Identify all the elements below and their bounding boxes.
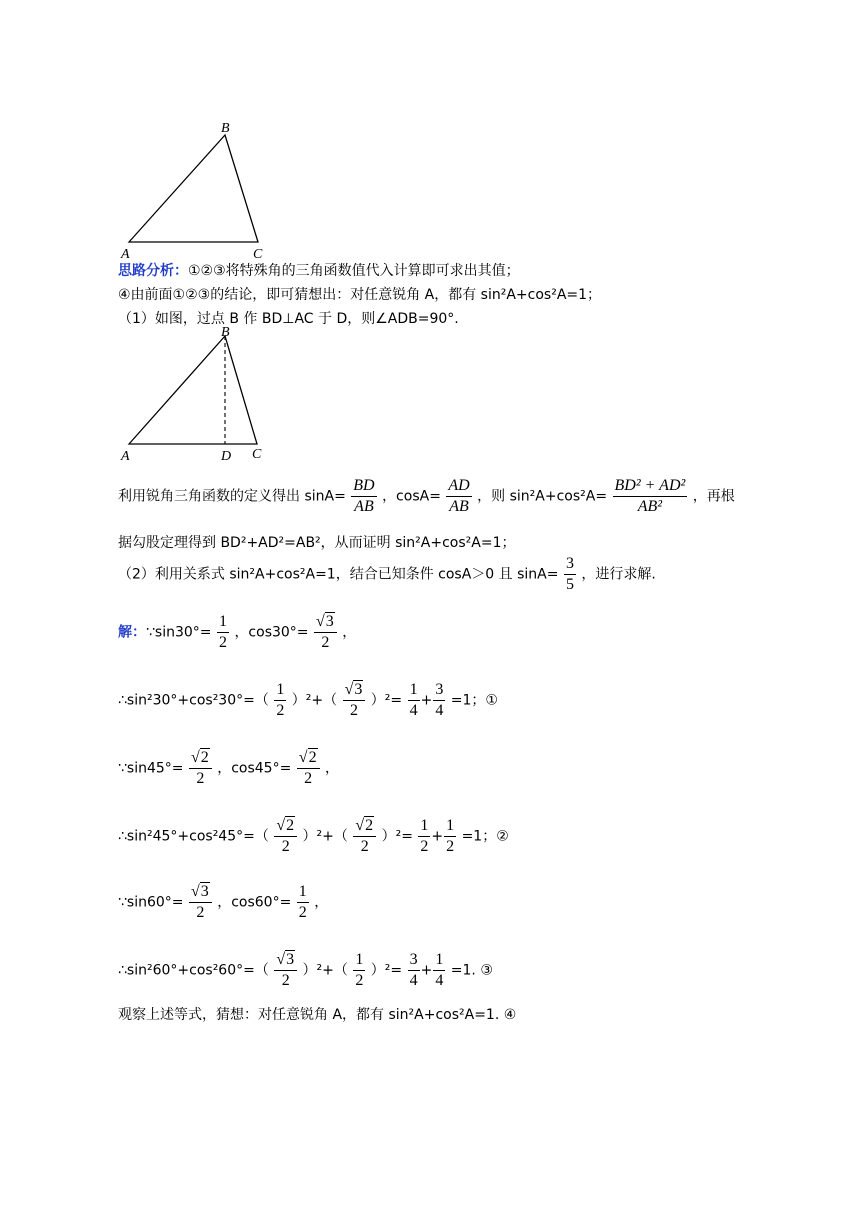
fraction: $\frac{1}{2}$ — [276, 681, 285, 719]
solution-row-4 — [118, 816, 509, 857]
fraction-sqrt: $\frac{√2}{2}$ — [297, 748, 320, 789]
fraction: $\frac{1}{2}$ — [218, 613, 227, 651]
fraction-sqrt: $\frac{√3}{2}$ — [343, 680, 366, 721]
solution-row-1 — [118, 612, 356, 653]
fraction-sqrt: $\frac{√2}{2}$ — [353, 816, 376, 857]
part-2-line — [118, 554, 656, 595]
fraction: $\frac{1}{2}$ — [298, 883, 307, 921]
point-d-label: D — [221, 449, 232, 464]
solution-row-3 — [118, 748, 339, 789]
text: sin30°= — [154, 624, 212, 641]
conclusion-line: 观察上述等式，猜想：对任意锐角 A，都有 sin²A+cos²A=1. ④ — [118, 1007, 517, 1023]
triangle-abc-with-altitude — [129, 336, 257, 444]
text: sin60°= — [126, 894, 184, 911]
text: sin²45°+cos²45°=（ — [126, 828, 269, 845]
fraction: $\frac{1}{4}$ — [409, 681, 418, 719]
text: ）²= — [381, 828, 413, 845]
text: ， — [314, 894, 329, 911]
plus: + — [431, 828, 444, 845]
analysis-label: 思路分析： — [118, 263, 188, 279]
text: sin45°= — [126, 760, 184, 777]
plus: + — [420, 692, 433, 709]
analysis-line-3: （1）如图，过点 B 作 BD⊥AC 于 D，则∠ADB=90°. — [118, 311, 459, 327]
text: ， — [342, 624, 357, 641]
fraction-3-5: $\frac{3}{5}$ — [565, 555, 574, 593]
text: =1；① — [450, 692, 498, 709]
text: ，cosA= — [382, 488, 441, 505]
text: ，cos30°= — [234, 624, 309, 641]
text: ）²+（ — [302, 962, 348, 979]
fraction: $\frac{1}{2}$ — [420, 817, 429, 855]
analysis-text-1: ①②③将特殊角的三角函数值代入计算即可求出其值； — [188, 263, 520, 279]
fraction-sqrt: $\frac{√3}{2}$ — [274, 950, 297, 991]
fraction-sqrt: $\frac{√3}{2}$ — [189, 882, 212, 923]
text: =1. ③ — [450, 962, 493, 979]
pythagorean-line: 据勾股定理得到 BD²+AD²=AB²，从而证明 sin²A+cos²A=1； — [118, 535, 516, 551]
because-symbol: ∵ — [118, 894, 127, 911]
vertex-a-label: A — [121, 247, 130, 262]
therefore-symbol: ∴ — [118, 962, 127, 979]
solution-row-5 — [118, 882, 328, 923]
because-symbol: ∵ — [118, 760, 127, 777]
vertex-c-label: C — [253, 247, 263, 262]
fraction-sqrt: $\frac{√2}{2}$ — [274, 816, 297, 857]
text: sin²60°+cos²60°=（ — [126, 962, 269, 979]
fraction-ad-ab: $\frac{AD}{AB}$ — [448, 477, 470, 515]
vertex-b-label: B — [221, 325, 230, 340]
text: sin²30°+cos²30°=（ — [126, 692, 269, 709]
text: ）²+（ — [302, 828, 348, 845]
fraction-sqrt: $\frac{√2}{2}$ — [189, 748, 212, 789]
fraction-bd-ab: $\frac{BD}{AB}$ — [353, 477, 375, 515]
fraction: $\frac{1}{2}$ — [355, 951, 364, 989]
solution-row-6 — [118, 950, 493, 991]
text: ）²+（ — [291, 692, 338, 709]
triangle-abc-figure — [115, 118, 275, 263]
text: ）²= — [370, 962, 403, 979]
triangle-abc — [129, 135, 258, 242]
vertex-b-label: B — [221, 121, 230, 136]
text: ，则 sin²A+cos²A= — [477, 488, 608, 505]
text: 利用锐角三角函数的定义得出 sinA= — [118, 488, 346, 505]
analysis-line-2: ④由前面①②③的结论，即可猜想出：对任意锐角 A，都有 sin²A+cos²A=1； — [118, 287, 602, 303]
text: （2）利用关系式 sin²A+cos²A=1，结合已知条件 cosA＞0 且 sinA= — [118, 566, 559, 583]
solution-row-2 — [118, 680, 498, 721]
vertex-a-label: A — [121, 449, 130, 464]
therefore-symbol: ∴ — [118, 692, 127, 709]
analysis-line-1 — [118, 260, 520, 280]
fraction: $\frac{3}{4}$ — [409, 951, 418, 989]
fraction: $\frac{1}{4}$ — [435, 951, 444, 989]
therefore-symbol: ∴ — [118, 828, 127, 845]
because-symbol: ∵ — [146, 624, 155, 641]
fraction-sqrt: $\frac{√3}{2}$ — [314, 612, 337, 653]
solution-label: 解： — [118, 624, 146, 641]
text: ，进行求解. — [581, 566, 656, 583]
text: =1；② — [461, 828, 509, 845]
plus: + — [420, 962, 433, 979]
text: ， — [325, 760, 340, 777]
fraction-sum-squares: $\frac{\text{BD² + AD²}}{\text{AB²}}$ — [614, 477, 686, 515]
vertex-c-label: C — [252, 447, 262, 462]
text: ，cos45°= — [217, 760, 292, 777]
triangle-abd-figure — [115, 322, 275, 464]
text: ，cos60°= — [217, 894, 292, 911]
definition-line — [118, 476, 735, 517]
fraction: $\frac{1}{2}$ — [446, 817, 455, 855]
text: ，再根 — [692, 488, 735, 505]
fraction: $\frac{3}{4}$ — [435, 681, 444, 719]
text: ）²= — [370, 692, 403, 709]
